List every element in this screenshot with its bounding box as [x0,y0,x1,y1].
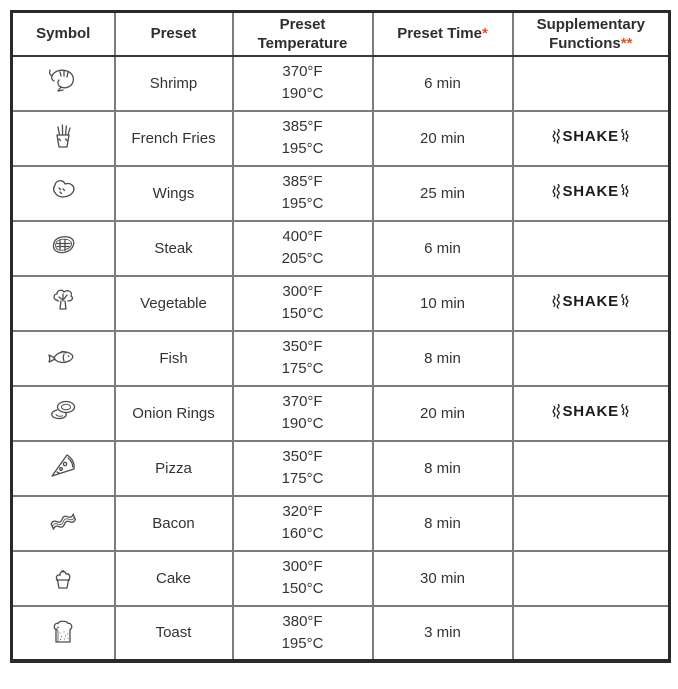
supplementary-functions-cell [513,221,670,276]
temperature-fahrenheit: 385°F [282,173,323,190]
toast-icon [45,616,81,646]
column-header-preset-temperature [233,12,373,56]
column-header-symbol [12,12,115,56]
bacon-icon [44,506,82,536]
temperature-fahrenheit: 350°F [282,448,323,465]
temperature-celsius: 150°C [281,305,324,322]
temperature-celsius: 190°C [281,415,324,432]
temperature-celsius: 190°C [281,85,324,102]
vibration-lines-icon [551,126,561,146]
temperature-celsius: 195°C [281,140,324,157]
vibration-lines-icon [551,291,561,311]
preset-time-cell: 3 min [373,606,513,661]
column-header-supplementary-functions [513,12,670,56]
table-row [12,386,670,441]
preset-temperature-cell [233,386,373,441]
table-row [12,551,670,606]
preset-time-cell: 30 min [373,551,513,606]
table-row [12,221,670,276]
wings-icon [45,176,81,206]
vibration-lines-icon [620,181,630,201]
supplementary-functions-cell [513,166,670,221]
column-label: Symbol [36,25,91,43]
preset-temperature-cell [233,276,373,331]
shake-label: SHAKE [562,402,619,420]
supplementary-functions-cell [513,496,670,551]
shake-label: SHAKE [562,182,619,200]
shake-label: SHAKE [562,292,619,310]
column-label: Preset Time [397,25,482,43]
temperature-fahrenheit: 370°F [282,63,323,80]
symbol-cell [12,606,115,661]
column-label: Preset Temperature [257,15,348,52]
preset-time-cell: 20 min [373,386,513,441]
pizza-icon [45,451,81,481]
preset-time-cell: 8 min [373,331,513,386]
shake-badge [551,401,630,421]
symbol-cell [12,276,115,331]
footnote-asterisk: * [481,25,488,43]
preset-time-cell: 8 min [373,441,513,496]
symbol-cell [12,441,115,496]
preset-time-cell: 8 min [373,496,513,551]
footnote-double-asterisk: ** [620,34,633,52]
temperature-celsius: 175°C [281,470,324,487]
preset-name-cell: Wings [115,166,233,221]
steak-icon [45,231,81,261]
supplementary-functions-cell [513,386,670,441]
shake-badge [551,126,630,146]
symbol-cell [12,111,115,166]
table-header [12,12,670,56]
supplementary-functions-cell [513,441,670,496]
shrimp-icon [44,66,82,96]
preset-temperature-cell [233,551,373,606]
supplementary-functions-cell [513,56,670,111]
column-label: Supplementary Functions [536,15,645,52]
table-row [12,166,670,221]
table-row [12,56,670,111]
preset-name-cell: Bacon [115,496,233,551]
temperature-fahrenheit: 380°F [282,612,323,630]
shake-badge [551,291,630,311]
temperature-fahrenheit: 300°F [282,283,323,300]
table-row [12,606,670,661]
preset-table [10,10,671,663]
symbol-cell [12,386,115,441]
table-row [12,496,670,551]
symbol-cell [12,496,115,551]
temperature-fahrenheit: 320°F [282,503,323,520]
temperature-celsius: 195°C [281,634,324,652]
preset-temperature-cell [233,221,373,276]
preset-name-cell: Pizza [115,441,233,496]
temperature-celsius: 160°C [281,525,324,542]
preset-time-cell: 6 min [373,221,513,276]
temperature-celsius: 195°C [281,195,324,212]
preset-time-cell: 20 min [373,111,513,166]
symbol-cell [12,221,115,276]
column-label: Preset [150,25,197,43]
temperature-celsius: 175°C [281,360,324,377]
preset-name-cell: French Fries [115,111,233,166]
supplementary-functions-cell [513,331,670,386]
supplementary-functions-cell [513,551,670,606]
temperature-fahrenheit: 400°F [282,228,323,245]
preset-name-cell: Shrimp [115,56,233,111]
header-row [12,12,670,56]
preset-temperature-cell [233,331,373,386]
shake-label: SHAKE [562,127,619,145]
vibration-lines-icon [551,401,561,421]
table-row [12,331,670,386]
table-row [12,276,670,331]
temperature-celsius: 205°C [281,250,324,267]
shake-badge [551,181,630,201]
preset-temperature-cell [233,111,373,166]
temperature-fahrenheit: 370°F [282,393,323,410]
table-row [12,111,670,166]
preset-temperature-cell [233,606,373,661]
cake-icon [45,561,81,591]
temperature-fahrenheit: 350°F [282,338,323,355]
vibration-lines-icon [620,401,630,421]
vegetable-icon [45,286,81,316]
temperature-fahrenheit: 300°F [282,558,323,575]
preset-temperature-cell [233,166,373,221]
column-header-preset [115,12,233,56]
preset-time-cell: 25 min [373,166,513,221]
preset-time-cell: 6 min [373,56,513,111]
preset-name-cell: Fish [115,331,233,386]
temperature-celsius: 150°C [281,580,324,597]
onion-rings-icon [45,396,81,426]
preset-temperature-cell [233,496,373,551]
supplementary-functions-cell [513,111,670,166]
vibration-lines-icon [620,126,630,146]
column-header-preset-time [373,12,513,56]
table-row [12,441,670,496]
table-body [12,56,670,661]
symbol-cell [12,331,115,386]
french-fries-icon [45,121,81,151]
symbol-cell [12,551,115,606]
preset-name-cell: Toast [115,606,233,661]
temperature-fahrenheit: 385°F [282,118,323,135]
supplementary-functions-cell [513,276,670,331]
symbol-cell [12,166,115,221]
preset-name-cell: Vegetable [115,276,233,331]
preset-temperature-cell [233,56,373,111]
supplementary-functions-cell [513,606,670,661]
preset-name-cell: Steak [115,221,233,276]
preset-name-cell: Cake [115,551,233,606]
preset-name-cell: Onion Rings [115,386,233,441]
preset-temperature-cell [233,441,373,496]
vibration-lines-icon [620,291,630,311]
preset-time-cell: 10 min [373,276,513,331]
vibration-lines-icon [551,181,561,201]
fish-icon [45,341,81,371]
symbol-cell [12,56,115,111]
